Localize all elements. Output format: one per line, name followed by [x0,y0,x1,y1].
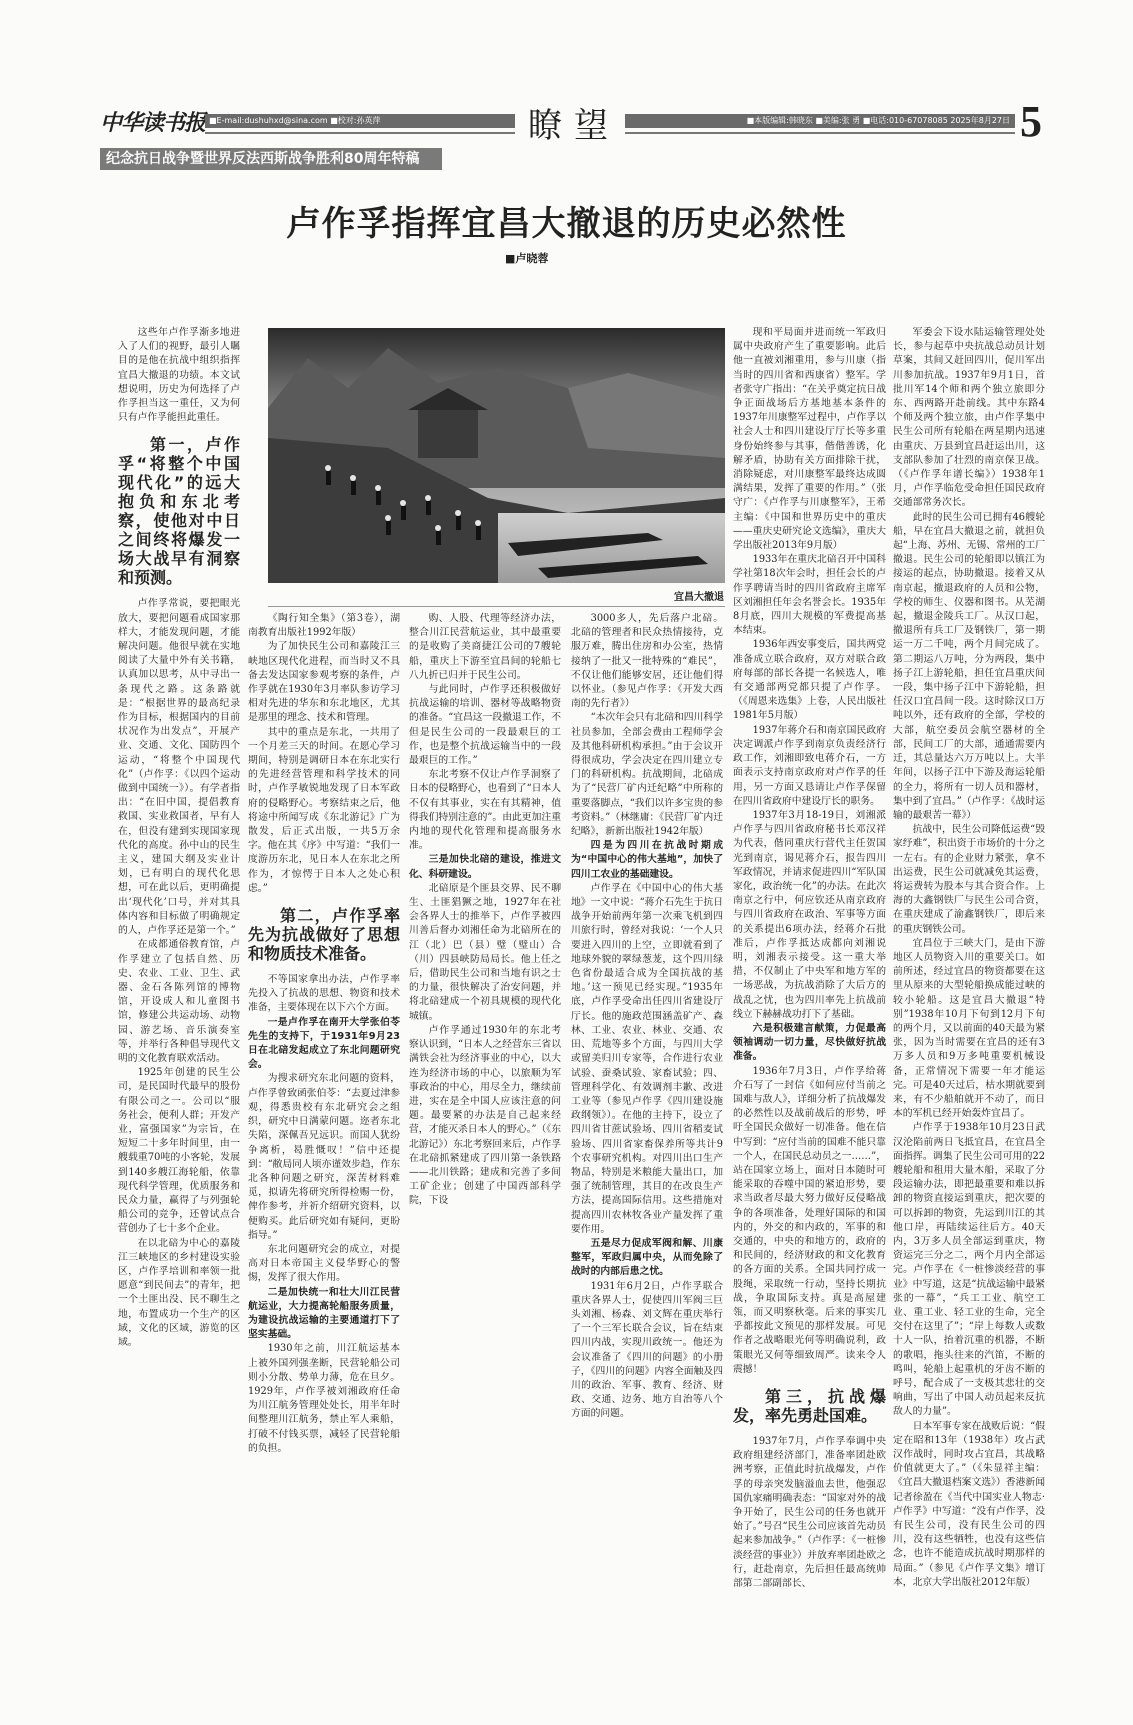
body-paragraph: 卢作孚通过1930年的东北考察认识到，“日本人之经营东三省以满铁会社为经济事业的中心，以大连为经济市场的中心，以旅顺为军事政治的中心，用尽全力，继续前进，实在是全中国人应该注意的问题。最要紧的办法是自己起来经营，才能灭杀日本人的野心。”（《东北游记》）东北考察回来后，卢作孚在北碚抓紧建成了四川第一条铁路——北川铁路；建成和完善了多间工矿企业；创建了中国西部科学院，下设 [409,1024,561,1207]
body-paragraph: 抗战中，民生公司降低运费“毁家纾难”，积出资于市场价的十分之一左右。有的企业财力紧张，拿不出运费，民生公司就减免其运费，将运费转为股本与其合资合作。上海的大鑫钢铁厂与民生公司合资，在重庆建成了渝鑫钢铁厂，即后来的重庆钢铁公司。 [893,824,1045,935]
section-heading: 第二，卢作孚率先为抗战做好了思想和物质技术准备。 [248,906,400,964]
body-paragraph: 1933年在重庆北碚召开中国科学社第18次年会时，担任会长的卢作孚聘请当时的四川省政府主席军区刘湘担任年会名誉会长。1935年8月底，四川大规模的军费提高基本结束。 [733,554,886,637]
body-paragraph: 1936年7月3日，卢作孚给蒋介石写了一封信《如何应付当前之国难与敌人》，详细分析了抗战爆发的必然性以及战前战后的形势，呼吁全国民众做好一切准备。他在信中写到：“应付当前的国难不能只靠一个人，在国民总动员之一……”，站在国家立场上，面对日本随时可能采取的吞噬中国的紧迫形势，要求当政者尽最大努力做好反侵略战争的各项准备，处理好国际的和国内的，外交的和内政的，军事的和交通的，中央的和地方的，政府的和民间的，经济财政的和文化教育的各方面的关系。全国共同拧成一股绳，采取统一行动，坚持长期抗战，争取国际支持。真是高屋建瓴，而又明察秋毫。后来的事实几乎都按此文预见的那样发展。可见作者之战略眼光何等明确说利，政策眼光又何等细致周严。读来令人震撼！ [733,1065,886,1375]
body-paragraph: 1931年6月2日，卢作孚联合重庆各界人士，促使四川军阀三巨头刘湘、杨森、刘文辉在重庆举行了一个三军长联合会议，旨在结束四川内战，实现川政统一。他还为会议准备了《四川的问题》的小册子，《四川的问题》内容全面触及四川的政治、军事、教育、经济、财政、交通、边务、地方自治等八个方面的问题。 [571,1280,723,1420]
special-issue-banner: 纪念抗日战争暨世界反法西斯战争胜利80周年特稿 [100,148,442,170]
body-paragraph: 《陶行知全集》（第3卷），湖南教育出版社1992年版） [248,613,400,639]
header-left-rule [205,132,515,134]
body-paragraph: 北碚原是个匪县交界、民不聊生、土匪猖獗之地，1927年在社会各界人士的推举下，卢作孚被四川善后督办刘湘任命为北碚所在的江（北）巴（县）璧（璧山）合（川）四县峡防局局长。他上任之后，借助民生公司和当地有识之士的力量，很快解决了治安问题，并将北碚建成一个初具规模的现代化城镇。 [409,882,561,1022]
body-paragraph: 卢作孚常说，要把眼光放大，要把问题看成国家那样大，才能发现问题，才能解决问题。他很早就在实地阅读了大量中外有关书籍，认真加以思考，从中寻出一条现代之路。这条路就是：“根据世界的最高纪录作为目标，根据国内的目前状况作为出发点”，开展产业、交通、文化、国防四个运动，“将整个中国现代化”（卢作孚：《以四个运动做到中国统一》）。有学者指出：“在旧中国，提倡教育救国、实业救国者，早有人在，但没有建到实现国家现代化的高度。孙中山的民生主义，建国大纲及实业计划，已有明白的现代化思想，可在此以后，更明确提出‘现代化’口号，并对其具体内容和目标做了明确规定的人，卢作孚还是第一个。” [118,598,240,937]
body-paragraph: “本次年会只有北碚和四川科学社员参加，全部会费由工程师学会及其他科研机构承担。”由于会议开得很成功，学会决定在四川建立专门的科研机构。抗战期间，北碚成为了“民营厂矿内迁纪略”中所称的重要落脚点，“我们以许多宝贵的参考资料。”（林继庸：《民营厂矿内迁纪略》，新新出版社1942年版） [571,712,723,838]
body-paragraph: 3000多人，先后落户北碚。北碚的管理者和民众热情接待，克服万难，腾出住房和办公室，热情接纳了一批又一批特殊的“难民”，不仅让他们能够安居，还让他们得以怀业。（参见卢作孚：《开发大西南的先行者》） [571,613,723,710]
body-paragraph: 1937年7月，卢作孚奉调中央政府组建经济部门，准备率团赴欧洲考察，正值此时抗战爆发，卢作孚的母亲突发脑溢血去世，他强忍国仇家痛明确表态：“国家对外的战争开始了，民生公司的任务也就开始了。”号召“民生公司应该首先动员起来参加战争。”（卢作孚：《一桩惨淡经营的事业》）并放弃率团赴欧之行，赶赴南京，先后担任最高统帅部第二部副部长、 [733,1436,886,1590]
body-paragraph: 宜昌位于三峡大门，是由下游地区人员物资入川的重要关口。如前所述，经过宜昌的物资都要在这里从原来的大型轮船换成能过峡的较小轮船。这是宜昌大撤退“特别”1938年10月下旬到12月下旬的两个月，又以前面的40天最为紧张，因为当时需要在宜昌的还有3万多人员和9万多吨重要机械设备，正常情况下需要一年才能运完。可是40天过后，枯水期就要到来，有不少船舶就开不动了，而日本的军机已经开始轰炸宜昌了。 [893,937,1045,1120]
body-paragraph: 日本军事专家在战败后说：“假定在昭和13年（1938年）攻占武汉作战时，同时攻占宜昌，其战略价值就更大了。”（《朱显祥主编：《宜昌大撤退档案文选》）香港新闻记者徐盈在《当代中国实业人物志·卢作孚》中写道：“没有卢作孚，没有民生公司，没有民生公司的四川，没有这些牺牲，也没有这些信念，也许不能造成抗战时期那样的局面。”（参见《卢作孚文集》增订本，北京大学出版社2012年版） [893,1420,1045,1588]
page-number: 5 [1020,97,1042,146]
article-column-5 [733,326,886,1591]
header-right-info-bar [625,114,1015,128]
body-paragraph: 购、人股、代理等经济办法，整合川江民营航运业，其中最重要的是收购了美商捷江公司的7艘轮船，重庆上下游至宜昌间的轮船七八九折已归并于民生公司。 [409,613,561,681]
body-paragraph: 不等国家拿出办法，卢作孚率先投入了抗战的思想、物资和技术准备，主要体现在以下六个方面。 [248,974,400,1014]
body-paragraph: 军委会下设水陆运输管理处处长，参与起草中央抗战总动员计划草案，其间又赶回四川，促川军出川参加抗战。1937年9月1日，首批川军14个师和两个独立旅即分东、西两路开赴前线。其中东路4个师及两个独立旅，由卢作孚集中民生公司所有轮船在两星期内迅速由重庆、万县到宜昌赶运出川，这支部队参加了壮烈的南京保卫战。（《卢作孚年谱长编》）1938年1月，卢作孚临危受命担任国民政府交通部常务次长。 [893,327,1045,509]
subsection-lead: 五是尽力促成军阀和解、川康整军，军政归属中央，从而免除了战时的内部后患之忧。 [571,1237,723,1278]
body-paragraph: 卢作孚在《中国中心的伟大基地》一文中说：“蒋介石先生于抗日战争开始前两年第一次乘飞机到四川旅行时，曾经对我说：‘一个人只要进入四川的上空，立即就看到了地球外貌的翠绿葱茏，这个四川绿色省份最适合成为全国抗战的基地。’这一预见已经实现。”1935年底，卢作孚受命出任四川省建设厅厅长。他的施政范围涵盖矿产、森林、工业、农业、林业、交通、农田、荒地等多个方面，与四川大学或留美归川专家等，合作进行农业试验、蚕桑试验、家畜试验；四、管理科学化、有效调剂丰歉、改进工业等（参见卢作孚《四川建设施政纲领》）。在他的主持下，设立了四川省甘蔗试验场、四川省稻麦试验场、四川省家畜保养所等共计9个农事研究机构。对四川出口生产物品，特别是米粮能大量出口，加强了统制管理，其目的在改良生产方法，提高国际信用。这些措施对提高四川农林牧各业产量发挥了重要作用。 [571,882,723,1235]
subsection-lead: 四是为四川在抗战时期成为“中国中心的伟大基地”，加快了四川工农业的基础建设。 [571,840,723,880]
photo-divider [268,606,725,607]
header-left-info-bar [205,114,515,128]
header-right-rule [625,132,1015,134]
body-paragraph: 东北考察不仅让卢作孚洞察了日本的侵略野心，也看到了“日本人不仅有其事业，实在有其精神，值得我们特别注意的”。由此更加注重内地的现代化管理和提高服务水准。 [409,769,561,852]
body-paragraph: 为搜求研究东北问题的资料，卢作孚曾致函张伯苓：“去夏过津参观，得悉贵校有东北研究会之组织，研究中日满蒙问题。迩者东北失陷，深佩吾兄远识。而国人犹纷争离析，曷胜慨叹！”信中还提到：“敝局同人顷亦谨效步趋，作东北各种问题之研究，深苦材料难觅，拟请先将研究所得检赐一份，俾作参考，并祈介绍研究资料，以便购买。此后研究如有疑问，更盼指导。” [248,1073,400,1241]
body-paragraph: 为了加快民生公司和嘉陵江三峡地区现代化进程，而当时又不具备去发达国家参观考察的条件，卢作孚就在1930年3月率队参访学习相对先进的华东和东北地区，尤其是那里的理念、技术和管理。 [248,641,400,724]
header-left-info: ■E-mail:dushuhxd@sina.com ■校对:孙英萍 [209,116,381,125]
subsection-lead: 六是积极建言献策，力促最高领袖调动一切力量，尽快做好抗战准备。 [733,1022,886,1063]
body-paragraph: 1925年创建的民生公司，是民国时代最早的股份有限公司之一。公司以“服务社会，便利人群；开发产业，富强国家”为宗旨，在短短二十多年时间里，由一艘载重70吨的小客轮，发展到140多艘江海轮船，依靠现代科学管理，优质服务和民众力量，赢得了与列强轮船公司的竞争，还曾试点合营创办了七十多个企业。 [118,1067,240,1235]
article-author: ■卢晓蓉 [505,252,549,265]
body-paragraph: 1930年之前，川江航运基本上被外国列强垄断，民营轮船公司则小分散、势单力薄，危在旦夕。1929年，卢作孚被刘湘政府任命为川江航务管理处处长，用半年时间整理川江航务，禁止军人乘船，打破不付钱买票，减轻了民营轮船的负担。 [248,1343,400,1454]
section-name: 瞭望 [528,106,620,146]
body-paragraph: 1937年蒋介石和南京国民政府决定调派卢作孚到南京负责经济行政工作，刘湘即致电蒋介石，一方面表示支持南京政府对卢作孚的任用，另一方面又恳请让卢作孚保留在四川省政府中建设厅长的职务。 [733,724,886,807]
body-paragraph: 卢作孚于1938年10月23日武汉沦陷前两日飞抵宜昌，在宜昌全面指挥。调集了民生公司可用的22艘轮船和租用大量木船，采取了分段运输办法，即把最重要和难以拆卸的物资直接运到重庆，把次要的可以拆卸的物资，先运到川江的其他口岸，再陆续运往后方。40天内，3万多人员全部运到重庆，物资运完三分之二，两个月内全部运完。卢作孚在《一桩惨淡经营的事业》中写道，这是“抗战运输中最紧张的一幕”，“兵工工业、航空工业、重工业、轻工业的生命，完全交付在这里了”；“岸上每数人或数十人一队，抬着沉重的机器，不断的歌唱，拖头往来的汽笛，不断的鸣叫，轮船上起重机的牙齿不断的呼号，配合成了一支极其悲壮的交响曲，写出了中国人动员起来反抗敌人的力量”。 [893,1122,1045,1418]
article-column-6 [893,326,1045,1590]
photo-caption: 宜昌大撤退 [674,592,724,603]
body-paragraph: 此时的民生公司已拥有46艘轮船，早在宜昌大撤退之前，就担负起“上海、苏州、无锡、常州的工厂撤退。民生公司的轮船即以镇江为接运的起点，协助撤退。接着又从南京起，撤退政府的人员和公物，学校的师生、仪器和图书。从芜湖起，撤退金陵兵工厂。从汉口起，撤退所有兵工厂及钢铁厂，第一期运一万二千吨，两个月间完成了。第二期运八万吨，分为两段，集中扬子江上游轮船，担任宜昌重庆间一段，集中扬子江中下游轮船，担任汉口宜昌间一段。这时除汉口万吨以外，还有政府的全部，学校的大部，航空委员会航空器材的全部，民间工厂的大部，通通需要内迁，其总量达六万万吨以上。大半年间，以扬子江中下游及海运轮船的全力，将所有一切人员和器材，集中到了宜昌。”（卢作孚：《战时运输的最艰苦一幕》） [893,511,1045,821]
article-column-4 [571,612,723,1422]
body-paragraph: 与此同时，卢作孚还积极做好抗战运输的培训、器材等战略物资的准备。“宜昌这一段撤退工作，不但是民生公司的一段最艰巨的工作，也是整个抗战运输当中的一段最艰巨的工作。” [409,684,561,767]
body-paragraph: 在以北碚为中心的嘉陵江三峡地区的乡村建设实验区，卢作孚培训和率领一批愿意“到民间去”的青年，把一个土匪出没、民不聊生之地，布置成功一个生产的区域，文化的区域，游览的区域。 [118,1237,240,1348]
body-paragraph: 其中的重点是东北，一共用了一个月差三天的时间。在愿心学习期间，特别是调研日本在东北实行的先进经营管理和科学技术的同时，卢作孚敏锐地发现了日本军政府的侵略野心。考察结束之后，他将途中所闻写成《东北游记》广为散发，后正式出版，一共5万余字。他在其《序》中写道：“我们一度游历东北，见日本人在东北之所作为，才惊愕于日本人之处心积虑。” [248,726,400,894]
header-right-info: ■本版编辑:韩晓东 ■美编:张 勇 ■电话:010-67078085 2025年8月27日 [746,116,1010,125]
subsection-lead: 一是卢作孚在南开大学张伯苓先生的支持下，于1931年9月23日在北碚发起成立了东北问题研究会。 [248,1016,400,1071]
body-paragraph: 在成都通俗教育馆，卢作孚建立了包括自然、历史、农业、工业、卫生、武器、金石各陈列馆的博物馆，开设成人和儿童图书馆，修建公共运动场、动物园、游艺场、音乐演奏室等，并举行各种倡导现代文明的文化教育联欢活动。 [118,939,240,1064]
subsection-lead: 二是加快统一和壮大川江民营航运业，大力提高轮船服务质量，为建设抗战运输的主要通道打下了坚实基础。 [248,1286,400,1341]
article-column-2 [248,612,400,1456]
article-column-3 [409,612,561,1209]
newspaper-logo: 中华读书报 [100,110,206,136]
subsection-lead: 三是加快北碚的建设，推进文化、科研建设。 [409,854,561,880]
article-photo [268,328,725,583]
body-paragraph: 1937年3月18-19日，刘湘派卢作孚与四川省政府秘书长邓汉祥为代表，偕同重庆行营代主任贺国光到南京，谒见蒋介石，报告四川军政情况，并请求促进四川“军队国家化，政治统一化”的办法。在此次南京之行中，何应钦还从南京政府与四川省政府在政治、军事等方面的关系提出6项办法，经蒋介石批准后，卢作孚抵达成都向刘湘说明，刘湘表示接受。这一重大举措，不仅制止了中央军和地方军的一场恶战，为抗战消除了大后方的战乱之忧，也为四川率先上抗战前线立下赫赫战功打下了基础。 [733,809,886,1020]
section-heading: 第一，卢作孚“将整个中国现代化”的远大抱负和东北考察，使他对中日之间终将爆发一场大战早有洞察和预测。 [118,435,240,588]
body-paragraph: 现和平局面并进而统一军政归属中央政府产生了重要影响。此后他一直被刘湘重用，参与川康（指当时的四川省和西康省）整军。学者张守广指出：“在关乎奠定抗日战争正面战场后方基地基本条件的1937年川康整军过程中，卢作孚以社会人士和四川建设厅厅长等多重身份始终参与其事，偕偕善诱，化解矛盾，协助有关方面排除干扰，消除疑虑，对川康整军最终达成圆满结果，发挥了重要的作用。”（张守广：《卢作孚与川康整军》，王希主编：《中国和世界历史中的重庆——重庆史研究论文选编》，重庆大学出版社2013年9月版） [733,327,886,552]
section-heading: 第三，抗战爆发，率先勇赴国难。 [733,1387,886,1426]
body-paragraph: 东北问题研究会的成立，对提高对日本帝国主义侵华野心的警惕，发挥了很大作用。 [248,1243,400,1284]
article-column-1 [118,326,240,1350]
body-paragraph: 1936年西安事变后，国共两党准备成立联合政府，双方对联合政府每部的部长各提一名候选人，唯有交通部两党都只提了卢作孚。（《周恩来选集》上卷，人民出版社1981年5月版） [733,639,886,722]
evacuation-photo-illustration [268,328,725,583]
article-title: 卢作孚指挥宜昌大撤退的历史必然性 [286,204,847,244]
body-paragraph: 这些年卢作孚渐多地进入了人们的视野，最引人瞩目的是他在抗战中组织指挥宜昌大撤退的功绩。本文试想说明，历史为何选择了卢作孚担当这一重任，又为何只有卢作孚能担此重任。 [118,327,240,424]
